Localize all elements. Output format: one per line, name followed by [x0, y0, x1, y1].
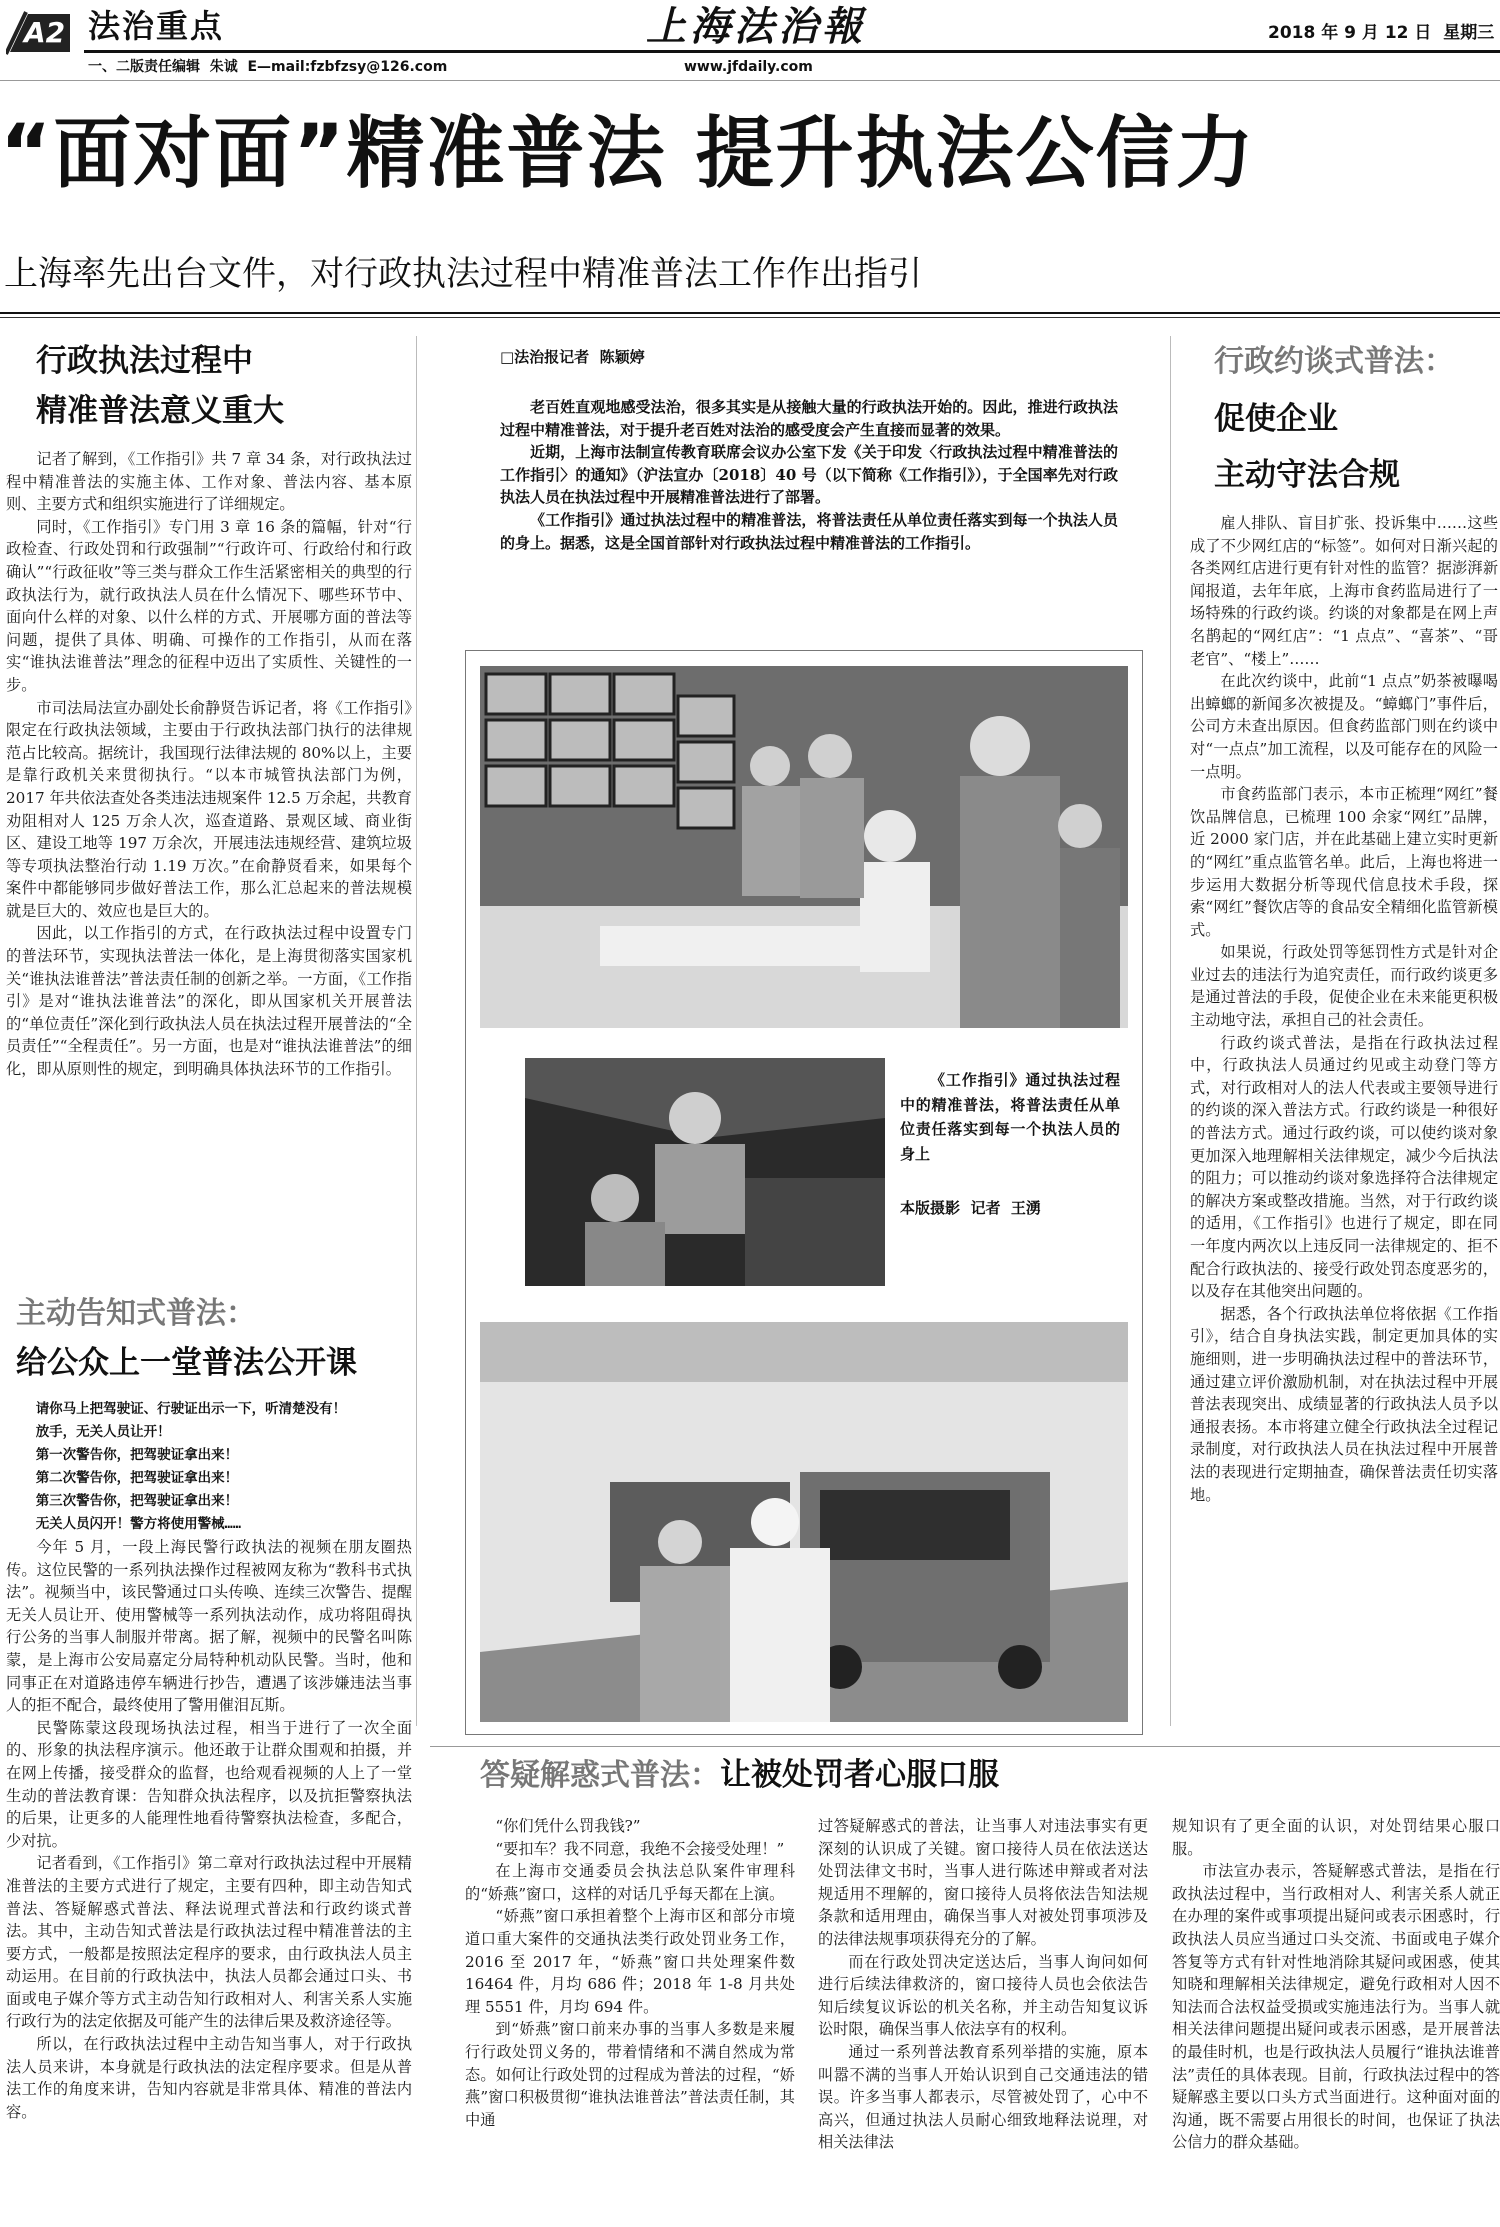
paragraph: 市食药监部门表示，本市正梳理“网红”餐饮品牌信息，已梳理 100 余家“网红”品牌，近 2000 家门店，并在此基础上建立实时更新的“网红”重点监管名单。此后，上海也将进一步运用大数据分析等现代信息技术手段，探索“网红”餐饮店等的食品安全精细化监管新模式。	[1190, 785, 1498, 939]
photo-caption	[900, 1068, 1120, 1220]
subhead-importance-l1: 行政执法过程中	[36, 343, 253, 379]
quote-line: 第三次警告你，把驾驶证拿出来！	[35, 1493, 239, 1509]
subhead-interview-l3: 主动守法合规	[1214, 457, 1400, 493]
paragraph: 如果说，行政处罚等惩罚性方式是针对企业过去的违法行为追究责任，而行政约谈更多是通过普法的手段，促使企业在未来能更积极主动地守法，承担自己的社会责任。	[1190, 943, 1498, 1030]
quote-line: 请你马上把驾驶证、行驶证出示一下，听清楚没有！	[35, 1401, 347, 1417]
bottom-subhead-black: 让被处罚者心服口服	[720, 1757, 999, 1793]
bottom-column-3	[1172, 1815, 1500, 2154]
paragraph: 今年 5 月，一段上海民警行政执法的视频在朋友圈热传。这位民警的一系列执法操作过程被网友称为“教科书式执法”。视频当中，该民警通过口头传唤、连续三次警告、提醒无关人员让开、使用警械等一系列执法动作，成功将阻碍执行公务的当事人制服并带离。据了解，视频中的民警名叫陈蒙，是上海市公安局嘉定分局特种机动队民警。当时，他和同事正在对道路违停车辆进行抄告，遭遇了该涉嫌违法当事人的拒不配合，最终使用了警用催泪瓦斯。	[6, 1538, 412, 1715]
headline-rule-2	[0, 317, 1500, 318]
date-text: 2018 年 9 月 12 日	[1268, 23, 1432, 43]
subhead-interview-l1: 行政约谈式普法：	[1214, 344, 1454, 379]
paragraph: 市司法局法宣办副处长俞静贤告诉记者，将《工作指引》限定在行政执法领域，主要由于行政执法部门执行的法律规范占比较高。据统计，我国现行法律法规的 80%以上，主要是靠行政机关来贯彻执行。“以本市城管执法部门为例，2017 年共依法查处各类违法违规案件 12.5 万余起，共教育劝阻相对人 125 万余人次，巡查道路、景观区域、商业街区、建设工地等 197 万余次，开展违法违规经营、建筑垃圾等专项执法整治行动 1.19 万次。”在俞静贤看来，如果每个案件中都能够同步做好普法工作，那么汇总起来的普法规模就是巨大的、效应也是巨大的。	[6, 698, 412, 920]
quote-line: 第一次警告你，把驾驶证拿出来！	[35, 1447, 239, 1463]
bottom-column-2	[818, 1815, 1148, 2154]
header-rule	[84, 50, 1500, 53]
paragraph: 因此，以工作指引的方式，在行政执法过程中设置专门的普法环节，实现执法普法一体化，是上海贯彻落实国家机关“谁执法谁普法”普法责任制的创新之举。一方面，《工作指引》是对“谁执法谁普法”的深化，即从国家机关开展普法的“单位责任”深化到行政执法人员在执法过程开展普法的“全员责任”“全程责任”。另一方面，也是对“谁执法谁普法”的细化，即从原则性的规定，到明确具体执法环节的工作指引。	[6, 924, 412, 1079]
intro-paragraph: 《工作指引》通过执法过程中的精准普法，将普法责任从单位责任落实到每一个执法人员的身上。据悉，这是全国首部针对行政执法过程中精准普法的工作指引。	[500, 510, 1118, 552]
paragraph: 据悉，各个行政执法单位将依据《工作指引》，结合自身执法实践，制定更加具体的实施细则，进一步明确执法过程中的普法环节，通过建立评价激励机制，对在执法过程中开展普法表现突出、成绩显著的行政执法人员予以通报表扬。本市将建立健全行政执法全过程记录制度，对行政执法人员在执法过程中开展普法的表现进行定期抽查，确保普法责任切实落地。	[1190, 1304, 1498, 1504]
editor-line: 一、二版责任编辑 朱诚 E—mail:fzbfzsy@126.com	[88, 59, 448, 75]
paragraph: 通过一系列普法教育系列举措的实施，原本叫嚣不满的当事人开始认识到自己交通违法的错误。许多当事人都表示，尽管被处罚了，心中不高兴，但通过执法人员耐心细致地释法说理，对相关法律法	[818, 2042, 1148, 2152]
paragraph: “你们凭什么罚我钱?”	[495, 1817, 641, 1835]
issue-date	[1268, 22, 1494, 44]
bottom-subhead-grey: 答疑解惑式普法：	[480, 1758, 720, 1793]
bottom-column-1	[465, 1815, 795, 2131]
headline: “面对面”精准普法 提升执法公信力	[0, 109, 1256, 199]
column-divider	[416, 336, 417, 1726]
masthead: 上海法治報	[646, 3, 866, 50]
subheadline: 上海率先出台文件，对行政执法过程中精准普法工作作出指引	[4, 254, 922, 294]
paragraph: 所以，在行政执法过程中主动告知当事人，对于行政执法人员来讲，本身就是行政执法的法定程序要求。但是从普法工作的角度来讲，告知内容就是非常具体、精准的普法内容。	[6, 2035, 412, 2121]
quote-line: 放手，无关人员让开！	[35, 1424, 171, 1440]
column-divider-right	[1170, 336, 1171, 1726]
photo-car-inspection	[525, 1058, 885, 1286]
headline-rule	[0, 312, 1500, 314]
page-badge	[6, 8, 78, 58]
subhead-notify-l1: 主动告知式普法：	[16, 1296, 256, 1331]
paragraph: “娇燕”窗口承担着整个上海市区和部分市境道口重大案件的交通执法类行政处罚业务工作，2016 至 2017 年，“娇燕”窗口共处理案件数 16464 件，月均 686 件；2018 年 1-8 月共处理 5551 件，月均 694 件。	[465, 1907, 795, 2016]
paragraph: 市法宣办表示，答疑解惑式普法，是指在行政执法过程中，当行政相对人、利害关系人就正在办理的案件或事项提出疑问或表示困惑时，行政执法人员应当通过口头交流、书面或电子媒介答复等方式有针对性地消除其疑问或困惑，使其知晓和理解相关法律规定，避免行政相对人因不知法而合法权益受损或实施违法行为。当事人就相关法律问题提出疑问或表示困惑，是开展普法的最佳时机，也是行政执法人员履行“谁执法谁普法”责任的具体表现。目前，行政执法过程中的答疑解惑主要以口头方式当面进行。这种面对面的沟通，既不需要占用很长的时间，也保证了执法公信力的群众基础。	[1172, 1862, 1500, 2152]
photo-monitoring-room	[480, 666, 1128, 1028]
paragraph: 在上海市交通委员会执法总队案件审理科的“娇燕”窗口，这样的对话几乎每天都在上演。	[465, 1862, 795, 1903]
quote-line: 无关人员闪开！警方将使用警械……	[35, 1516, 241, 1532]
photo-truck-check-image	[480, 1322, 1128, 1722]
subhead-notify-l2: 给公众上一堂普法公开课	[16, 1345, 357, 1381]
paragraph: 记者看到，《工作指引》第二章对行政执法过程中开展精准普法的主要方式进行了规定，主要有四种，即主动告知式普法、答疑解惑式普法、释法说理式普法和行政约谈式普法。其中，主动告知式普法是行政执法过程中精准普法的主要方式，一般都是按照法定程序的要求，由行政执法人员主动运用。在目前的行政执法中，执法人员都会通过口头、书面或电子媒介等方式主动告知行政相对人、利害关系人实施行政行为的法定依据及可能产生的法律后果及救济途径等。	[6, 1854, 412, 2031]
page-number: A2	[24, 16, 66, 49]
header-rule-thin	[0, 80, 1500, 81]
bottom-rule	[430, 1746, 1500, 1747]
column-right	[1190, 338, 1498, 1506]
website: www.jfdaily.com	[684, 59, 813, 75]
paragraph: “要扣车？我不同意，我绝不会接受处理！”	[495, 1839, 785, 1858]
paragraph: 雇人排队、盲目扩张、投诉集中……这些成了不少网红店的“标签”。如何对日渐兴起的各类网红店进行更有针对性的监管？据澎湃新闻报道，去年年底，上海市食药监局进行了一场特殊的行政约谈。约谈的对象都是在网上声名鹊起的“网红店”：“1 点点”、“喜茶”、“哥老官”、“楼上”……	[1190, 514, 1498, 668]
quote-line: 第二次警告你，把驾驶证拿出来！	[35, 1470, 239, 1486]
caption-text: 《工作指引》通过执法过程中的精准普法，将普法责任从单位责任落实到每一个执法人员的身上	[900, 1071, 1120, 1163]
column-left-lower	[6, 1290, 412, 2123]
subhead-interview-l2: 促使企业	[1214, 401, 1338, 437]
intro-paragraph: 老百姓直观地感受法治，很多其实是从接触大量的行政执法开始的。因此，推进行政执法过程中精准普法，对于提升老百姓对法治的感受度会产生直接而显著的效果。	[500, 398, 1118, 439]
photo-car-inspection-image	[525, 1058, 885, 1286]
bottom-subhead	[480, 1750, 999, 1805]
paragraph: 行政约谈式普法，是指在行政执法过程中，行政执法人员通过约见或主动登门等方式，对行政相对人的法人代表或主要领导进行的约谈的深入普法方式。行政约谈是一种很好的普法方式。通过行政约谈，可以使约谈对象更加深入地理解相关法律规定，减少今后执法的阻力；可以推动约谈对象选择符合法律规定的解决方案或整改措施。当然，对于行政约谈的适用，《工作指引》也进行了规定，即在同一年度内两次以上违反同一法律规定的、拒不配合行政执法的、接受行政处罚态度恶劣的，以及存在其他突出问题的。	[1190, 1033, 1498, 1301]
paragraph: 记者了解到，《工作指引》共 7 章 34 条，对行政执法过程中精准普法的实施主体、工作对象、普法内容、基本原则、主要方式和组织实施进行了详细规定。	[6, 450, 412, 514]
paragraph: 同时，《工作指引》专门用 3 章 16 条的篇幅，针对“行政检查、行政处罚和行政强制”“行政许可、行政给付和行政确认”“行政征收”等三类与群众工作生活紧密相关的典型的行政执法行为，就行政执法人员在什么情况下、哪些环节中、面向什么样的对象、以什么样的方式、开展哪方面的普法等问题，提供了具体、明确、可操作的工作指引，从而在落实“谁执法谁普法”理念的征程中迈出了实质性、关键性的一步。	[6, 517, 412, 694]
paragraph: 民警陈蒙这段现场执法过程，相当于进行了一次全面的、形象的执法程序演示。他还敢于让群众围观和拍摄，并在网上传播，接受群众的监督，也给观看视频的人上了一堂生动的普法教育课：告知群众执法程序，以及抗拒警察执法的后果，让更多的人能理性地看待警察执法检查，多配合，少对抗。	[6, 1718, 412, 1850]
caption-credit: 本版摄影 记者 王湧	[900, 1199, 1041, 1217]
paragraph: 而在行政处罚决定送达后，当事人询问如何进行后续法律救济的，窗口接待人员也会依法告知后续复议诉讼的机关名称，并主动告知复议诉讼时限，确保当事人依法享有的权利。	[818, 1952, 1148, 2039]
photo-truck-check	[480, 1322, 1128, 1722]
column-left	[6, 336, 412, 1081]
intro-paragraph: 近期，上海市法制宣传教育联席会议办公室下发《关于印发〈行政执法过程中精准普法的工作指引〉的通知》（沪法宣办〔2018〕40 号（以下简称《工作指引》），于全国率先对行政执法人员在执法过程中开展精准普法进行了部署。	[500, 443, 1118, 507]
subhead-importance-l2: 精准普法意义重大	[36, 393, 284, 429]
paragraph: 在此次约谈中，此前“1 点点”奶茶被曝喝出蟑螂的新闻多次被提及。“蟑螂门”事件后，公司方未查出原因。但食药监部门则在约谈中对“一点点”加工流程，以及可能存在的风险一一点明。	[1190, 672, 1498, 781]
weekday-text: 星期三	[1443, 23, 1495, 43]
paragraph: 过答疑解惑式的普法，让当事人对违法事实有更深刻的认识成了关键。窗口接待人员在依法送达处罚法律文书时，当事人进行陈述申辩或者对法规适用不理解的，窗口接待人员将依法告知法规条款和适用理由，确保当事人对被处罚事项涉及的法律法规事项获得充分的了解。	[818, 1817, 1148, 1948]
paragraph: 规知识有了更全面的认识，对处罚结果心服口服。	[1172, 1817, 1500, 1858]
intro-block	[500, 346, 1118, 554]
section-title: 法治重点	[88, 7, 225, 45]
photo-monitoring-room-image	[480, 666, 1128, 1028]
byline: □法治报记者 陈颖婷	[500, 348, 645, 366]
paragraph: 到“娇燕”窗口前来办事的当事人多数是来履行行政处罚义务的，带着情绪和不满自然成为常态。如何让行政处罚的过程成为普法的过程，“娇燕”窗口积极贯彻“谁执法谁普法”普法责任制，其中通	[465, 2020, 795, 2129]
quote-block	[6, 1398, 412, 1536]
